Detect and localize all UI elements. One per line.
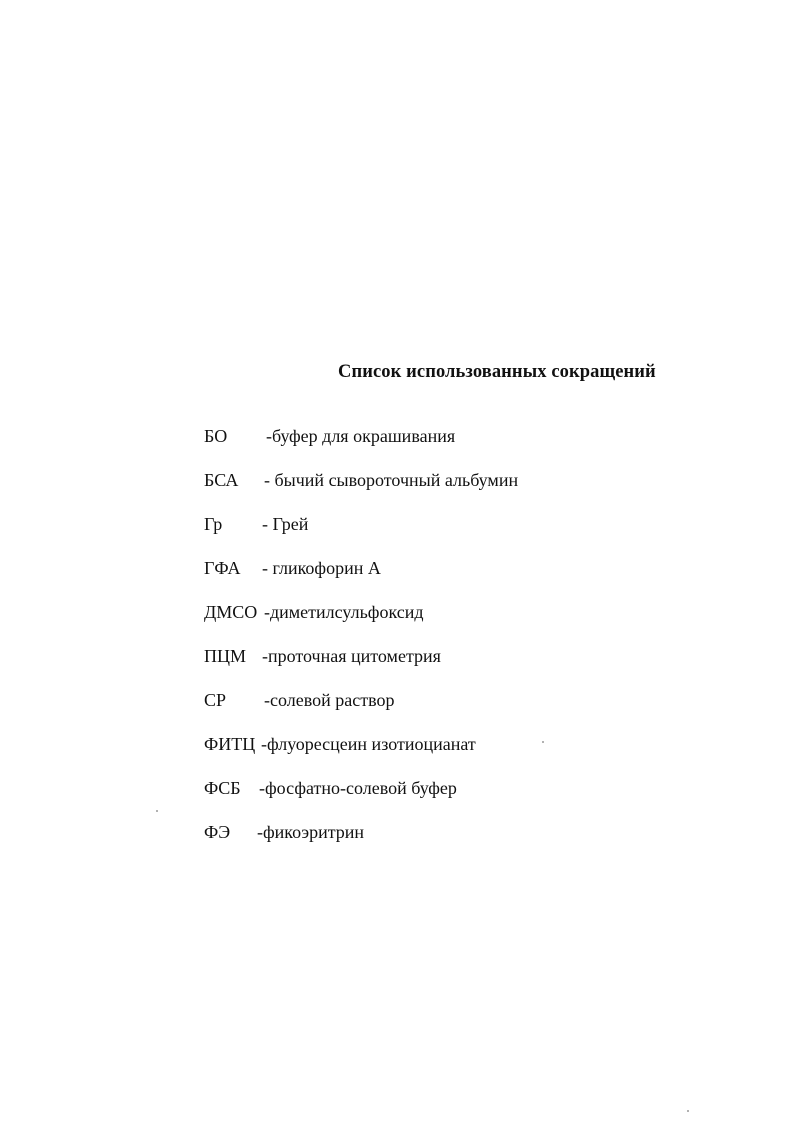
abbreviation-term: ФСБ — [204, 778, 241, 798]
abbreviation-definition: -солевой раствор — [264, 690, 395, 710]
abbreviation-term: СР — [204, 690, 227, 710]
abbreviation-term: ГФА — [204, 558, 241, 578]
abbreviation-term: ПЦМ — [204, 646, 247, 666]
abbreviation-definition: -фосфатно-солевой буфер — [259, 778, 457, 798]
scan-speck — [542, 741, 544, 743]
abbreviation-term: ФИТЦ — [204, 734, 256, 754]
abbreviation-definition: -буфер для окрашивания — [266, 426, 456, 446]
abbreviation-term: ДМСО — [204, 602, 258, 622]
abbreviation-term: Гр — [204, 514, 223, 534]
scan-speck — [687, 1110, 689, 1112]
page-title: Список использованных сокращений — [338, 362, 656, 382]
abbreviation-definition: -проточная цитометрия — [262, 646, 441, 666]
abbreviation-term: ФЭ — [204, 822, 231, 842]
abbreviation-definition: - гликофорин А — [262, 558, 381, 578]
abbreviation-definition: -флуоресцеин изотиоцианат — [261, 734, 476, 754]
abbreviation-definition: -диметилсульфоксид — [264, 602, 424, 622]
abbreviation-definition: - бычий сывороточный альбумин — [264, 470, 519, 490]
abbreviation-term: БО — [204, 426, 228, 446]
abbreviation-definition: - Грей — [262, 514, 309, 534]
scan-speck — [156, 810, 158, 812]
abbreviation-term: БСА — [204, 470, 239, 490]
abbreviation-definition: -фикоэритрин — [257, 822, 365, 842]
